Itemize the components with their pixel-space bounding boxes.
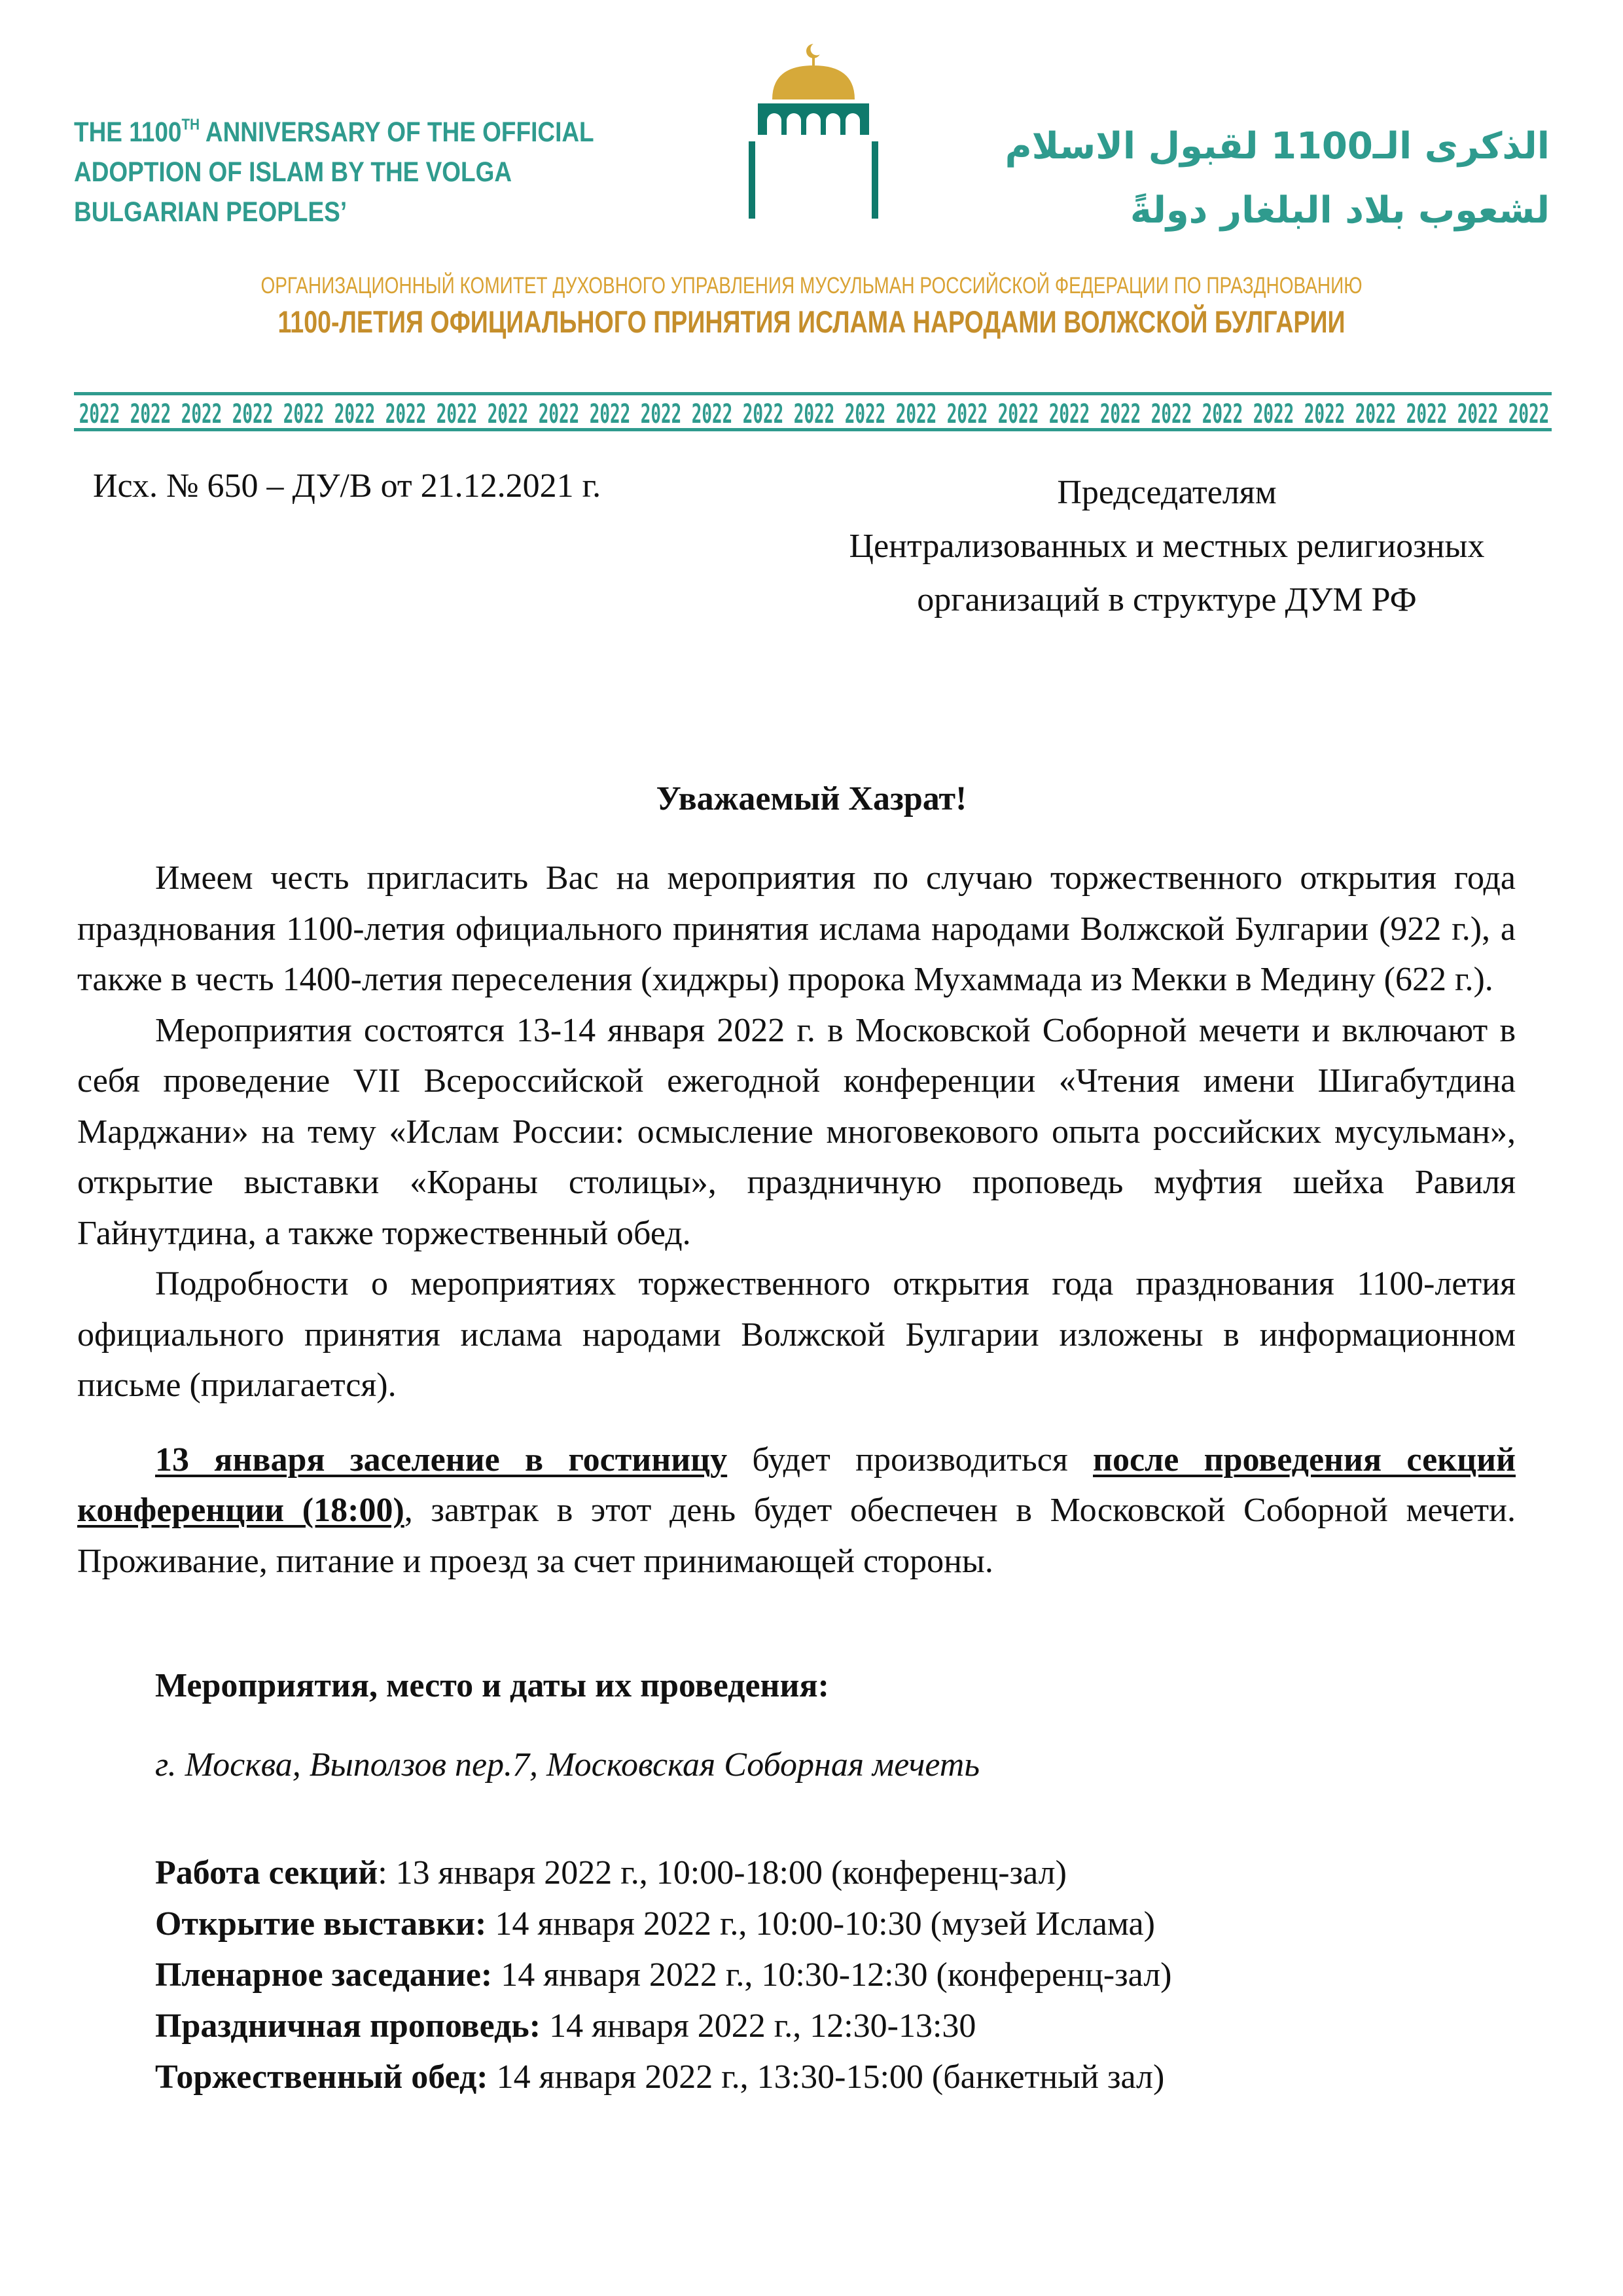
recipient-line-3: организаций в структуре ДУМ РФ — [917, 581, 1417, 619]
header-english-title — [74, 113, 594, 232]
header-arabic-line-1: الذكرى الـ1100 لقبول الاسلام — [1005, 125, 1550, 168]
ornament-band-icon — [74, 391, 1552, 432]
schedule-value: 14 января 2022 г., 10:00-10:30 (музей Ислама) — [495, 1905, 1155, 1943]
events-heading: Мероприятия, место и даты их проведения: — [155, 1667, 829, 1704]
salutation: Уважаемый Хазрат! — [656, 780, 967, 817]
mosque-logo-icon — [732, 39, 895, 229]
schedule-row — [155, 2001, 1172, 2052]
outgoing-reference: Исх. № 650 – ДУ/В от 21.12.2021 г. — [93, 467, 601, 505]
header-english-line-2: ADOPTION OF ISLAM BY THE VOLGA — [74, 156, 512, 188]
schedule-label: Праздничная проповедь: — [155, 2007, 541, 2045]
header-english-line-3: BULGARIAN PEOPLES’ — [74, 196, 348, 228]
schedule-value: 14 января 2022 г., 13:30-15:00 (банкетный зал) — [496, 2058, 1165, 2096]
header-english-line-1: THE 1100TH ANNIVERSARY OF THE OFFICIAL — [74, 116, 594, 148]
schedule-label: Открытие выставки: — [155, 1905, 487, 1943]
paragraph-events: Мероприятия состоятся 13-14 января 2022 г. в Московской Соборной мечети и включают в себя проведение VII Всероссийской ежегодной конференции «Чтения имени Шигабутдина Марджани» на тему «Ислам России: осмысление многовекового опыта российских мусульман», открытие выставки «Кораны столицы», праздничную проповедь муфтия шейха Равиля Гайнутдина, а также торжественный обед. — [77, 1011, 1516, 1252]
recipient-line-2: Централизованных и местных религиозных — [849, 528, 1485, 565]
venue-address: г. Москва, Выползов пер.7, Московская Соборная мечеть — [155, 1746, 980, 1784]
paragraph-accommodation — [77, 1435, 1516, 1587]
header-arabic-line-2: لشعوب بلاد البلغار دولةً — [1130, 189, 1550, 232]
schedule-value: 14 января 2022 г., 12:30-13:30 — [549, 2007, 976, 2045]
paragraph-invitation: Имеем честь пригласить Вас на мероприятия по случаю торжественного открытия года празднования 1100-летия официального принятия ислама народами Волжской Булгарии (922 г.), а также в честь 1400-летия переселения (хиджры) пророка Мухаммада из Мекки в Медину (622 г.). — [77, 859, 1516, 998]
recipient-block — [797, 466, 1537, 627]
accommodation-time: после проведения секций конференции (18:00) — [77, 1441, 1516, 1529]
organization-line: ОРГАНИЗАЦИОННЫЙ КОМИТЕТ ДУХОВНОГО УПРАВЛЕНИЯ МУСУЛЬМАН РОССИЙСКОЙ ФЕДЕРАЦИИ ПО ПРАЗДНОВАНИЮ — [260, 273, 1363, 298]
schedule-value: 14 января 2022 г., 10:30-12:30 (конференц-зал) — [501, 1956, 1172, 1994]
accommodation-text-2: , завтрак в этот день будет обеспечен в Московской Соборной мечети. Проживание, питание и проезд за счет принимающей стороны. — [77, 1492, 1516, 1580]
schedule-label: Торжественный обед: — [155, 2058, 488, 2096]
header-arabic-title — [1005, 115, 1550, 243]
schedule-label: Пленарное заседание: — [155, 1956, 493, 1994]
schedule-row — [155, 1950, 1172, 2001]
letter-body — [77, 853, 1516, 1587]
accommodation-checkin: 13 января заселение в гостиницу — [155, 1441, 728, 1479]
schedule-label: Работа секций — [155, 1854, 378, 1892]
schedule-row — [155, 1899, 1172, 1950]
paragraph-details: Подробности о мероприятиях торжественного открытия года празднования 1100-летия официального принятия ислама народами Волжской Булгарии изложены в информационном письме (прилагается). — [77, 1265, 1516, 1404]
schedule-row: Работа секций: 13 января 2022 г., 10:00-18:00 (конференц-зал) — [155, 1854, 1067, 1892]
celebration-line: 1100-ЛЕТИЯ ОФИЦИАЛЬНОГО ПРИНЯТИЯ ИСЛАМА НАРОДАМИ ВОЛЖСКОЙ БУЛГАРИИ — [277, 304, 1346, 339]
event-schedule — [155, 1848, 1172, 2103]
schedule-value: 13 января 2022 г., 10:00-18:00 (конференц-зал) — [395, 1854, 1067, 1892]
schedule-row — [155, 2052, 1172, 2103]
recipient-line-1: Председателям — [1057, 474, 1277, 511]
accommodation-text-1: будет производиться — [727, 1441, 1094, 1479]
